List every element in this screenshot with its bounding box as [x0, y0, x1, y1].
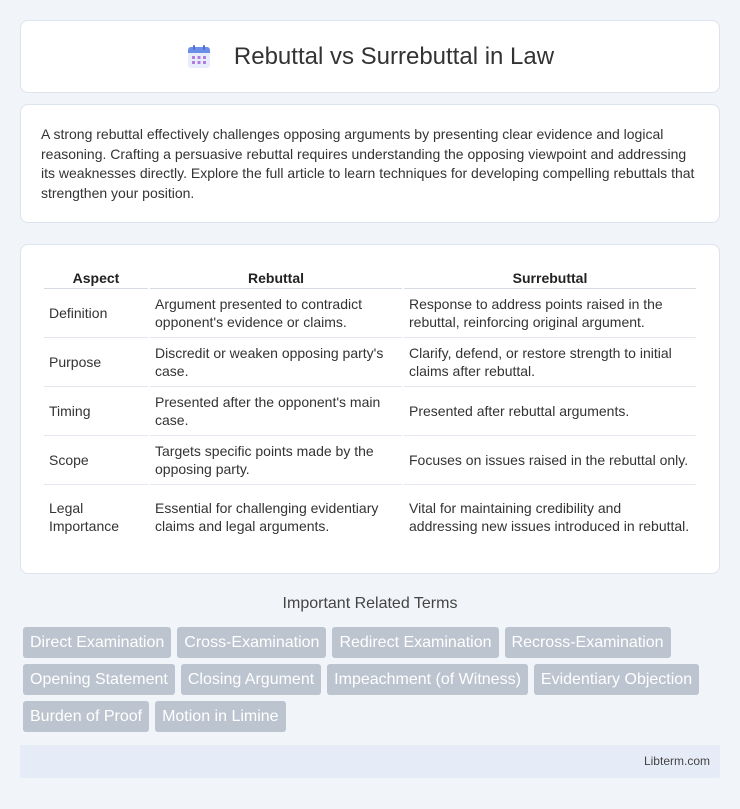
surrebuttal-cell: Presented after rebuttal arguments. [404, 387, 696, 436]
tag-redirect-examination[interactable]: Redirect Examination [332, 627, 498, 658]
tag-opening-statement[interactable]: Opening Statement [23, 664, 175, 695]
table-row [44, 338, 696, 387]
related-terms-list [23, 627, 723, 732]
surrebuttal-cell: Vital for maintaining credibility and addressing new issues introduced in rebuttal. [409, 500, 690, 534]
rebuttal-cell: Targets specific points made by the opposing party. [150, 436, 402, 485]
rebuttal-cell: Discredit or weaken opposing party's case. [150, 338, 402, 387]
tag-impeachment[interactable]: Impeachment (of Witness) [327, 664, 528, 695]
aspect-cell: Definition [44, 289, 148, 338]
rebuttal-cell: Argument presented to contradict opponent's evidence or claims. [150, 289, 402, 338]
tag-recross-examination[interactable]: Recross-Examination [505, 627, 671, 658]
intro-text: A strong rebuttal effectively challenges opposing arguments by presenting clear evidence and logical reasoning. Crafting a persuasive rebuttal requires understanding the opposing viewpoint and addressing its weaknesses directly. Explore the full article to learn techniques for developing compelling rebuttals that strengthen your position. [41, 126, 695, 201]
rebuttal-cell: Essential for challenging evidentiary claims and legal arguments. [155, 500, 379, 534]
comparison-table [42, 265, 698, 549]
header-surrebuttal: Surrebuttal [404, 265, 696, 289]
comparison-table-card [20, 244, 720, 574]
aspect-cell: Purpose [44, 338, 148, 387]
tag-burden-of-proof[interactable]: Burden of Proof [23, 701, 149, 732]
tag-motion-in-limine[interactable]: Motion in Limine [155, 701, 286, 732]
surrebuttal-cell: Response to address points raised in the rebuttal, reinforcing original argument. [404, 289, 696, 338]
intro-card [20, 104, 720, 223]
footer-site-link[interactable]: Libterm.com [643, 754, 710, 768]
table-row [44, 387, 696, 436]
rebuttal-cell: Presented after the opponent's main case. [150, 387, 402, 436]
table-header-row [44, 265, 696, 289]
tag-evidentiary-objection[interactable]: Evidentiary Objection [534, 664, 699, 695]
aspect-cell: Scope [44, 436, 148, 485]
calendar-icon [186, 44, 212, 70]
tag-closing-argument[interactable]: Closing Argument [181, 664, 321, 695]
aspect-cell: Timing [44, 387, 148, 436]
page-title: Rebuttal vs Surrebuttal in Law [233, 42, 555, 70]
footer [20, 745, 720, 778]
table-row [44, 485, 696, 549]
surrebuttal-cell: Clarify, defend, or restore strength to initial claims after rebuttal. [404, 338, 696, 387]
table-row [44, 436, 696, 485]
aspect-cell: Legal Importance [49, 500, 120, 534]
header-card [20, 20, 720, 93]
header-aspect: Aspect [44, 265, 148, 289]
table-row [44, 289, 696, 338]
header-rebuttal: Rebuttal [150, 265, 402, 289]
tag-direct-examination[interactable]: Direct Examination [23, 627, 171, 658]
surrebuttal-cell: Focuses on issues raised in the rebuttal only. [404, 436, 696, 485]
related-terms-title: Important Related Terms [282, 595, 458, 612]
tag-cross-examination[interactable]: Cross-Examination [177, 627, 326, 658]
